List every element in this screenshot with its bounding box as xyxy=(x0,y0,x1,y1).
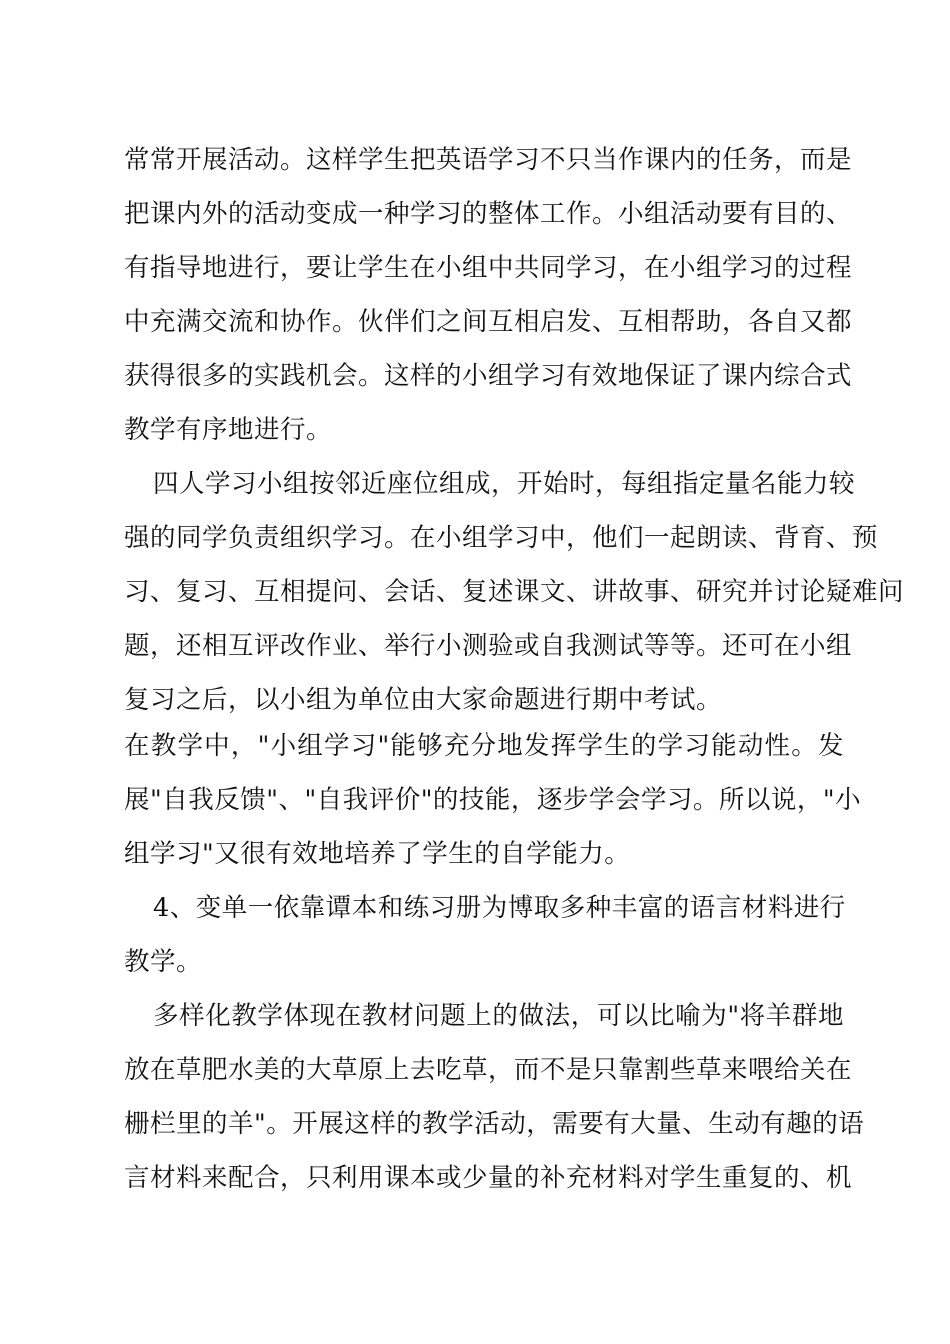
text-line: 获得很多的实践机会。这样的小组学习有效地保证了课内综合式 xyxy=(124,361,853,391)
text-line: 习、复习、互相提问、会话、复述课文、讲故事、研究并讨论疑难问 xyxy=(124,577,905,607)
text-line: 常常开展活动。这样学生把英语学习不只当作课内的任务，而是 xyxy=(124,145,853,175)
text-line: 四人学习小组按邻近座位组成，开始时，每组指定量名能力较 xyxy=(153,469,856,499)
text-line: 放在草肥水美的大草原上去吃草，而不是只靠割些草来喂给关在 xyxy=(124,1055,853,1085)
text-line: 题，还相互评改作业、举行小测验或自我测试等等。还可在小组 xyxy=(124,631,853,661)
text-line: 4、变单一依靠谭本和练习册为博取多种丰富的语言材料进行 xyxy=(153,893,846,923)
text-line: 栅栏里的羊"。开展这样的教学活动，需要有大量、生动有趣的语 xyxy=(124,1109,865,1139)
text-line: 在教学中，"小组学习"能够充分地发挥学生的学习能动性。发 xyxy=(124,731,844,761)
text-line: 有指导地进行，要让学生在小组中共同学习，在小组学习的过程 xyxy=(124,253,853,283)
text-line: 教学。 xyxy=(124,947,203,977)
text-line: 强的同学负责组织学习。在小组学习中，他们一起朗读、背育、预 xyxy=(124,523,879,553)
text-line: 复习之后，以小组为单位由大家命题进行期中考试。 xyxy=(124,685,723,715)
text-line: 组学习"又很有效地培养了学生的自学能力。 xyxy=(124,839,631,869)
text-line: 中充满交流和协作。伙伴们之间互相启发、互相帮助，各自又都 xyxy=(124,307,853,337)
text-line: 言材料来配合，只利用课本或少量的补充材料对学生重复的、机 xyxy=(124,1163,853,1193)
text-line: 展"自我反馈"、"自我评价"的技能，逐步学会学习。所以说，"小 xyxy=(124,785,862,815)
text-line: 教学有序地进行。 xyxy=(124,415,333,445)
text-line: 多样化教学体现在教材问题上的做法，可以比喻为"将羊群地 xyxy=(153,1001,844,1031)
text-line: 把课内外的活动变成一种学习的整体工作。小组活动要有目的、 xyxy=(124,199,853,229)
